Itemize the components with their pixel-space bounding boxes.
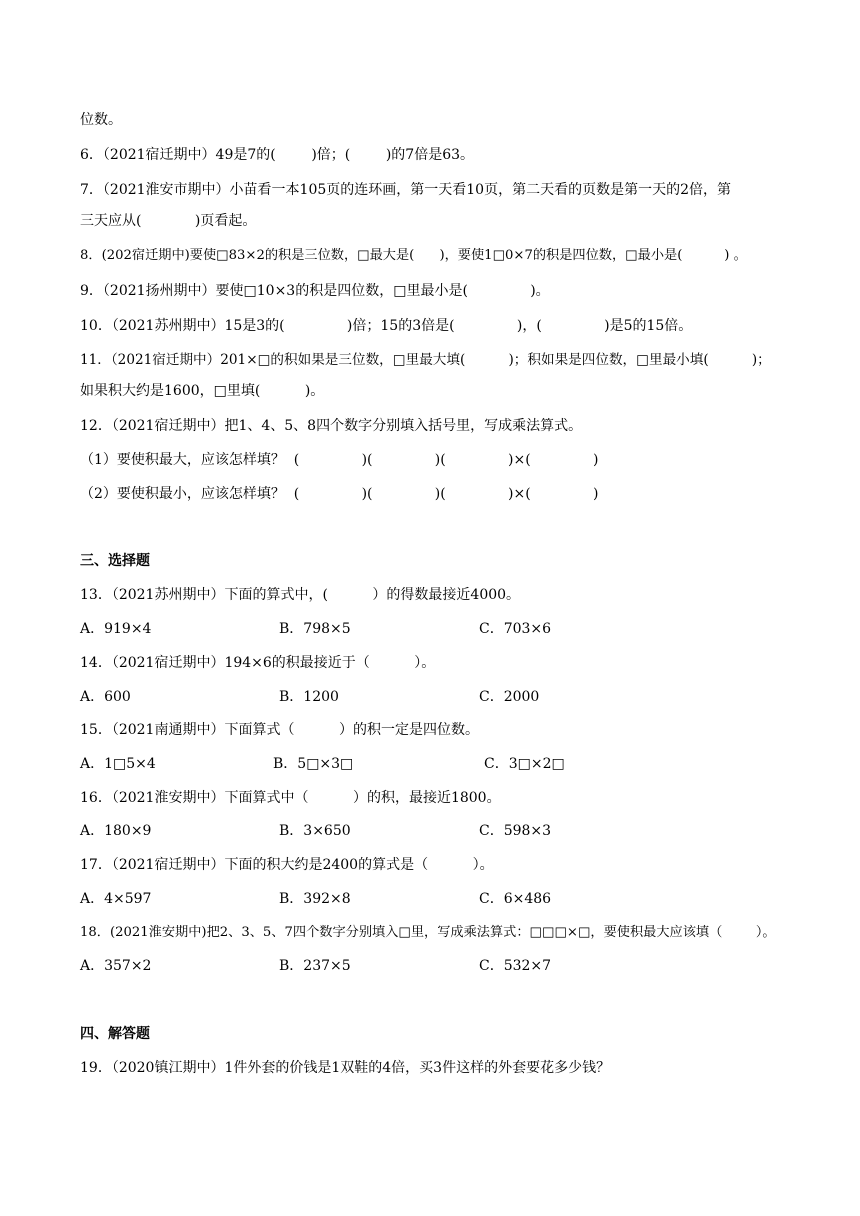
question-15: 15．（2021南通期中）下面算式（ ）的积一定是四位数。 xyxy=(80,722,479,738)
question-15-option-b: B．5□×3□ xyxy=(273,756,354,772)
question-18-option-c: C．532×7 xyxy=(479,958,552,974)
question-18-option-b: B．237×5 xyxy=(279,958,351,974)
question-7-line-1: 7．（2021淮安市期中）小苗看一本105页的连环画，第一天看10页，第二天看的页数是第一天的2倍，第 xyxy=(80,182,731,198)
question-16-option-b: B．3×650 xyxy=(279,823,351,839)
question-16: 16．（2021淮安期中）下面算式中（ ）的积，最接近1800。 xyxy=(80,790,501,806)
question-8: 8．(202宿迁期中)要使□83×2的积是三位数，□最大是( )，要使1□0×7的积是四位数，□最小是( ) 。 xyxy=(80,248,747,263)
question-17: 17．（2021宿迁期中）下面的积大约是2400的算式是（ ）。 xyxy=(80,857,494,873)
question-13-option-a: A．919×4 xyxy=(80,621,152,637)
text-line-continuation: 位数。 xyxy=(80,112,122,128)
question-6: 6．（2021宿迁期中）49是7的( )倍；( )的7倍是63。 xyxy=(80,147,475,163)
question-14-option-a: A．600 xyxy=(80,689,131,705)
question-14-option-b: B．1200 xyxy=(279,689,339,705)
question-19: 19．（2020镇江期中）1件外套的价钱是1双鞋的4倍，买3件这样的外套要花多少钱？ xyxy=(80,1060,611,1076)
question-9: 9．（2021扬州期中）要使□10×3的积是四位数，□里最小是( )。 xyxy=(80,283,550,299)
question-17-option-c: C．6×486 xyxy=(479,891,552,907)
question-13: 13．（2021苏州期中）下面的算式中，( ）的得数最接近4000。 xyxy=(80,587,521,603)
question-7-line-2: 三天应从( )页看起。 xyxy=(80,213,257,229)
question-18-option-a: A．357×2 xyxy=(80,958,152,974)
question-12-part-2: （2）要使积最小，应该怎样填？ ( )( )( )×( ) xyxy=(80,486,599,502)
question-13-option-c: C．703×6 xyxy=(479,621,552,637)
section-heading-choice: 三、选择题 xyxy=(80,553,150,569)
question-17-option-b: B．392×8 xyxy=(279,891,351,907)
question-16-option-a: A．180×9 xyxy=(80,823,152,839)
question-15-option-c: C．3□×2□ xyxy=(484,756,565,772)
question-11-line-2: 如果积大约是1600，□里填( )。 xyxy=(80,383,325,399)
question-12-part-1: （1）要使积最大，应该怎样填？ ( )( )( )×( ) xyxy=(80,452,599,468)
question-13-option-b: B．798×5 xyxy=(279,621,351,637)
question-17-option-a: A．4×597 xyxy=(80,891,152,907)
question-10: 10．（2021苏州期中）15是3的( )倍；15的3倍是( )，( )是5的15倍。 xyxy=(80,318,693,334)
question-11-line-1: 11．（2021宿迁期中）201×□的积如果是三位数，□里最大填( )；积如果是四位数，□里最小填( )； xyxy=(80,352,771,368)
section-heading-answer: 四、解答题 xyxy=(80,1026,150,1042)
question-18: 18．(2021淮安期中)把2、3、5、7四个数字分别填入□里，写成乘法算式：□□□×□，要使积最大应该填（ ）。 xyxy=(80,925,776,940)
question-14-option-c: C．2000 xyxy=(479,689,540,705)
question-12: 12．（2021宿迁期中）把1、4、5、8四个数字分别填入括号里，写成乘法算式。 xyxy=(80,418,583,434)
question-15-option-a: A．1□5×4 xyxy=(80,756,156,772)
question-16-option-c: C．598×3 xyxy=(479,823,552,839)
question-14: 14．（2021宿迁期中）194×6的积最接近于（ ）。 xyxy=(80,655,436,671)
